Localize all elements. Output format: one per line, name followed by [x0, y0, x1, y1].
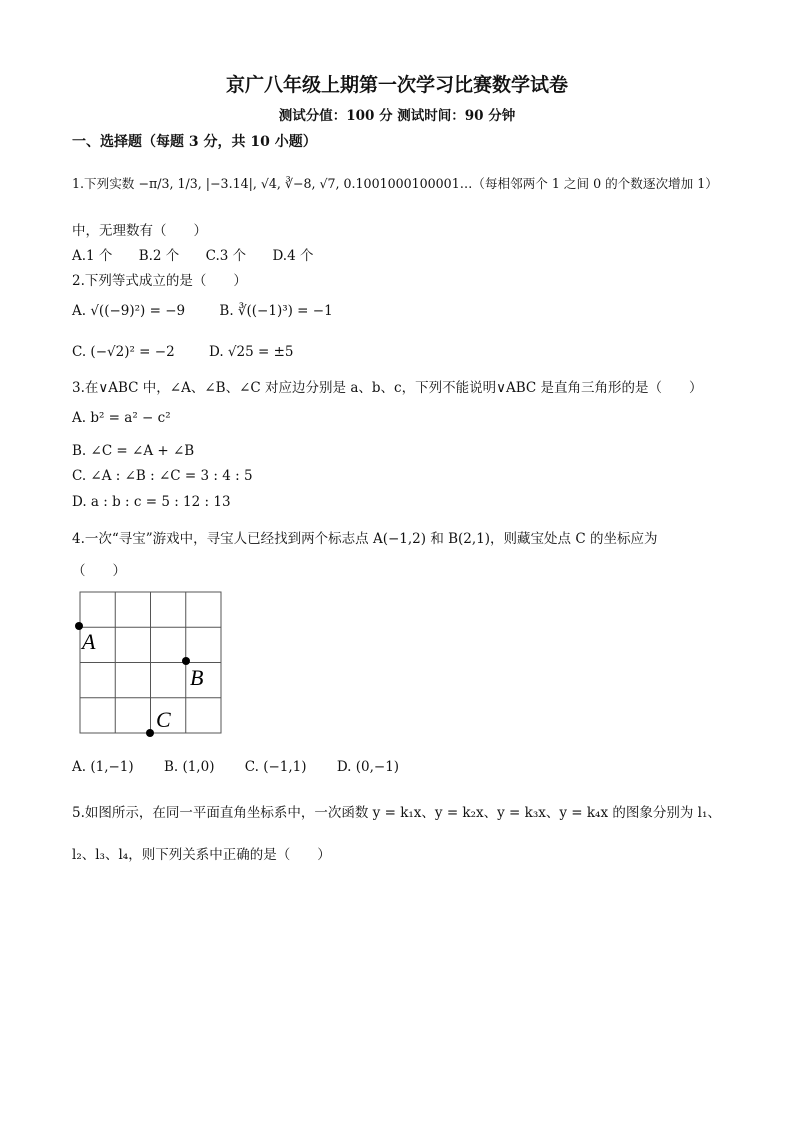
- q4-options: [72, 759, 421, 775]
- section-heading: 一、选择题（每题 3 分，共 10 小题）: [72, 134, 317, 150]
- q1-stem: 1.下列实数 −π/3, 1/3, |−3.14|, √4, ∛−8, √7, 0.1001000100001…（每相邻两个 1 之间 0 的个数逐次增加 1）: [72, 176, 718, 191]
- q3-option-c: C. ∠A : ∠B : ∠C = 3 : 4 : 5: [72, 468, 253, 484]
- q1-option-c: C.3 个: [205, 248, 247, 264]
- exam-info: 测试分值：100 分 测试时间：90 分钟: [278, 108, 516, 124]
- q1-options: [72, 244, 335, 264]
- q2-stem: 2.下列等式成立的是（ ）: [72, 273, 247, 289]
- q4-option-a: A. (1,−1): [72, 759, 134, 775]
- point-b-label: B: [190, 665, 204, 690]
- q4-stem: 4.一次“寻宝”游戏中，寻宝人已经找到两个标志点 A(−1,2) 和 B(2,1)，则藏宝处点 C 的坐标应为: [72, 531, 658, 547]
- q2-option-a: A. √((−9)²) = −9: [72, 303, 186, 319]
- q2-option-c: C. (−√2)² = −2: [72, 344, 175, 360]
- point-a-label: A: [82, 629, 96, 654]
- q3-option-b: B. ∠C = ∠A + ∠B: [72, 443, 195, 459]
- grid-lines: [80, 592, 221, 733]
- q1-option-d: D.4 个: [272, 248, 314, 264]
- q1-option-b: B.2 个: [138, 248, 180, 264]
- q4-option-b: B. (1,0): [163, 759, 215, 775]
- q2-option-d: D. √25 = ±5: [208, 344, 294, 360]
- q3-option-d: D. a : b : c = 5 : 12 : 13: [72, 494, 231, 510]
- q2-option-b: B. ∛((−1)³) = −1: [219, 303, 333, 319]
- q5-stem: 5.如图所示，在同一平面直角坐标系中，一次函数 y = k₁x、y = k₂x、y = k₃x、y = k₄x 的图象分别为 l₁、: [72, 805, 721, 821]
- q3-option-a: A. b² = a² − c²: [72, 410, 171, 426]
- q1-stem-cont: 中，无理数有（ ）: [72, 223, 207, 239]
- q2-options-row1: [72, 303, 355, 319]
- q1-option-a: A.1 个: [72, 248, 113, 264]
- point-c-dot: [146, 729, 154, 737]
- point-c-label: C: [156, 707, 171, 732]
- q4-option-d: D. (0,−1): [336, 759, 400, 775]
- q2-options-row2: [72, 344, 316, 360]
- point-b-dot: [182, 657, 190, 665]
- q5-stem-cont: l₂、l₃、l₄，则下列关系中正确的是（ ）: [72, 847, 331, 863]
- page-title: 京广八年级上期第一次学习比赛数学试卷: [225, 74, 568, 96]
- treasure-grid-figure: [74, 586, 230, 742]
- grid-svg: [74, 586, 230, 742]
- q4-stem-cont: （ ）: [72, 563, 126, 579]
- q3-stem: 3.在∨ABC 中，∠A、∠B、∠C 对应边分别是 a、b、c，下列不能说明∨ABC 是直角三角形的是（ ）: [72, 380, 703, 396]
- q4-option-c: C. (−1,1): [244, 759, 307, 775]
